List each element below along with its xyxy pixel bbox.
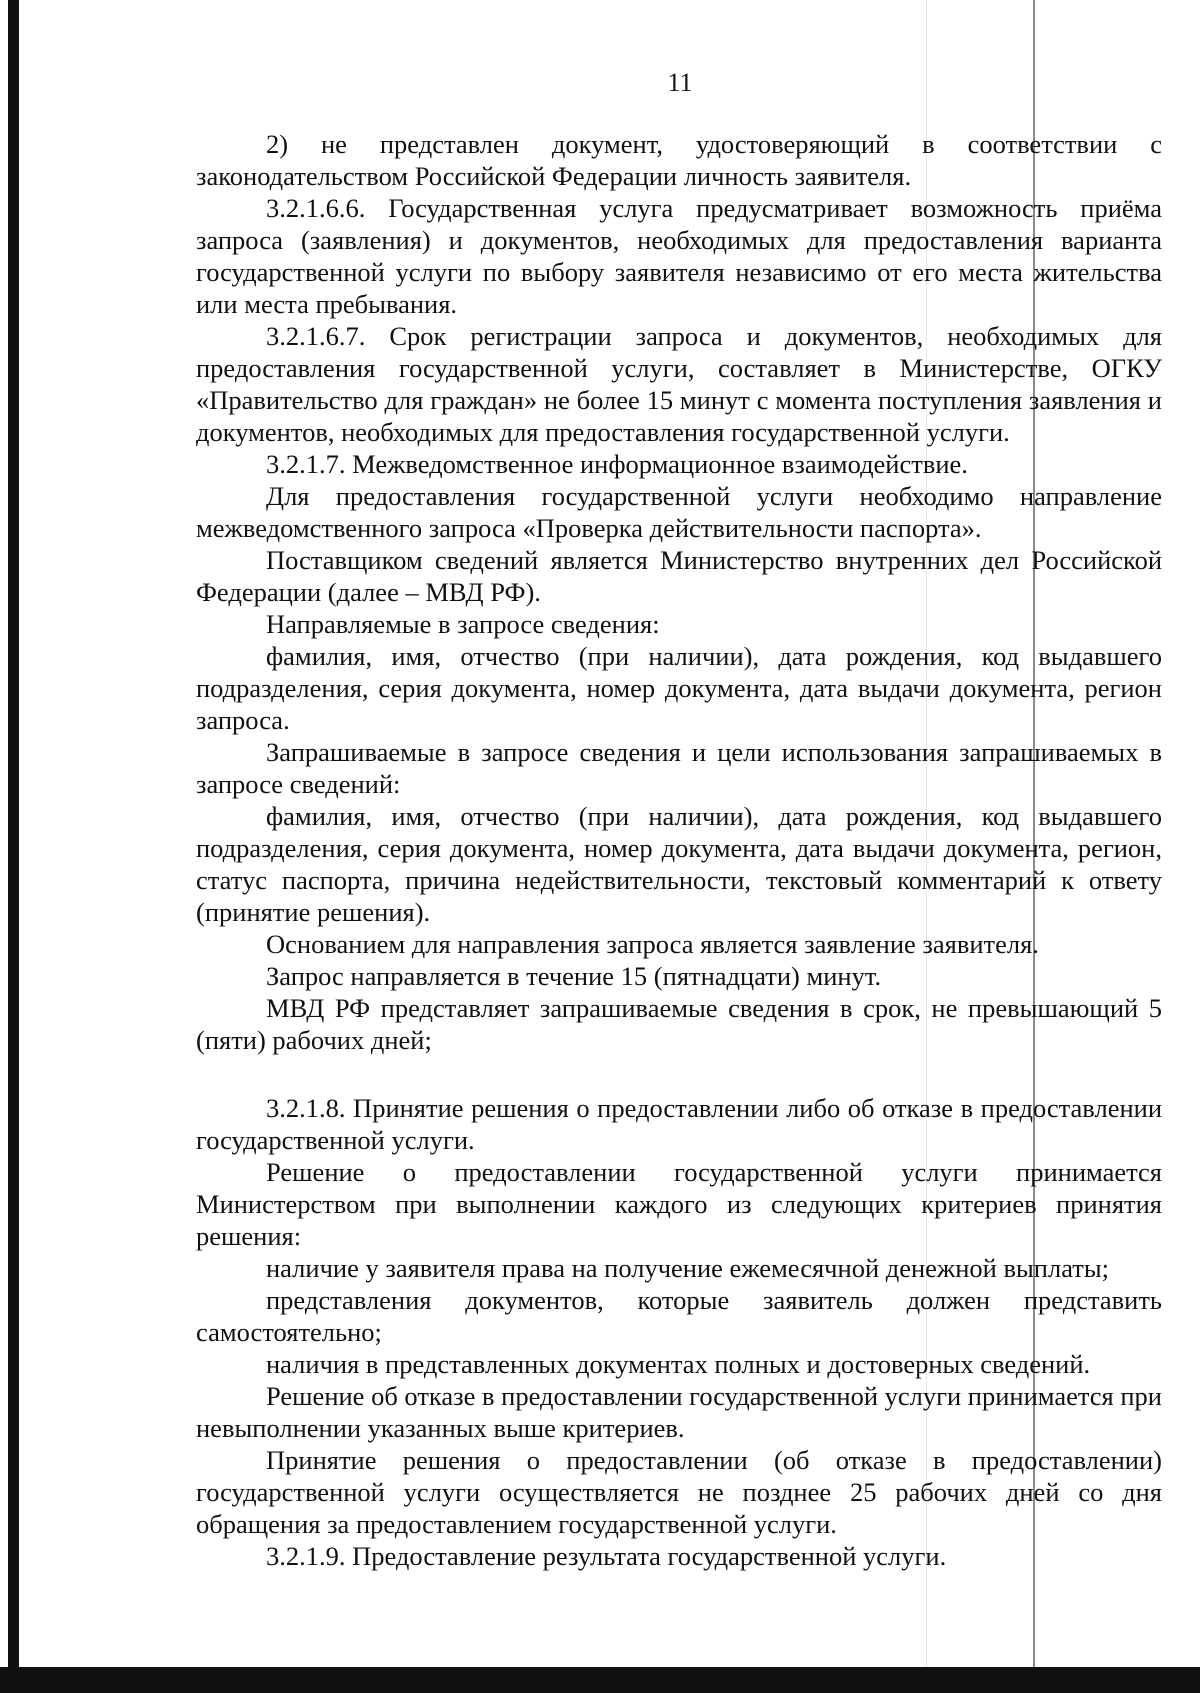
paragraph: наличие у заявителя права на получение ежемесячной денежной выплаты; — [266, 1253, 1110, 1283]
paragraph: Поставщиком сведений является Министерство внутренних дел Российской Федерации (далее – МВД РФ). — [196, 545, 1162, 607]
paragraph: Основанием для направления запроса является заявление заявителя. — [266, 929, 1039, 959]
paragraph-gap — [196, 1056, 1162, 1092]
document-body — [196, 128, 1162, 1572]
paragraph: 3.2.1.6.6. Государственная услуга предусматривает возможность приёма запроса (заявления) и документов, необходимых для предоставления варианта государственной услуги по выбору заявителя независимо от его места жительства или места пребывания. — [196, 193, 1162, 319]
paragraph: МВД РФ представляет запрашиваемые сведения в срок, не превышающий 5 (пяти) рабочих дней; — [196, 993, 1162, 1055]
paragraph: Запрашиваемые в запросе сведения и цели использования запрашиваемых в запросе сведений: — [196, 737, 1162, 799]
section-heading: 3.2.1.8. Принятие решения о предоставлении либо об отказе в предоставлении государственной услуги. — [196, 1093, 1162, 1155]
paragraph: 2) не представлен документ, удостоверяющий в соответствии с законодательством Российской Федерации личность заявителя. — [196, 129, 1162, 191]
paragraph: Направляемые в запросе сведения: — [266, 609, 660, 639]
page-number: 11 — [667, 68, 693, 97]
paragraph: Запрос направляется в течение 15 (пятнадцати) минут. — [266, 961, 882, 991]
scan-border-left — [8, 0, 19, 1693]
paragraph: Для предоставления государственной услуги необходимо направление межведомственного запроса «Проверка действительности паспорта». — [196, 481, 1162, 543]
paragraph: Принятие решения о предоставлении (об отказе в предоставлении) государственной услуги осуществляется не позднее 25 рабочих дней со дня обращения за предоставлением государственной услуги. — [196, 1445, 1162, 1539]
paragraph: фамилия, имя, отчество (при наличии), дата рождения, код выдавшего подразделения, серия документа, номер документа, дата выдачи документа, регион запроса. — [196, 641, 1162, 735]
scan-border-bottom — [0, 1667, 1200, 1693]
paragraph: фамилия, имя, отчество (при наличии), дата рождения, код выдавшего подразделения, серия документа, номер документа, дата выдачи документа, регион, статус паспорта, причина недействительности, текстовый комментарий к ответу (принятие решения). — [196, 801, 1162, 927]
paragraph: наличия в представленных документах полных и достоверных сведений. — [266, 1349, 1091, 1379]
section-heading: 3.2.1.7. Межведомственное информационное взаимодействие. — [266, 449, 968, 479]
paragraph: 3.2.1.6.7. Срок регистрации запроса и документов, необходимых для предоставления государственной услуги, составляет в Министерстве, ОГКУ «Правительство для граждан» не более 15 минут с момента поступления заявления и документов, необходимых для предоставления государственной услуги. — [196, 321, 1162, 447]
section-heading: 3.2.1.9. Предоставление результата государственной услуги. — [266, 1541, 947, 1571]
paragraph: Решение об отказе в предоставлении государственной услуги принимается при невыполнении указанных выше критериев. — [196, 1381, 1162, 1443]
paragraph: Решение о предоставлении государственной услуги принимается Министерством при выполнении каждого из следующих критериев принятия решения: — [196, 1157, 1162, 1251]
paragraph: представления документов, которые заявитель должен представить самостоятельно; — [196, 1285, 1162, 1347]
